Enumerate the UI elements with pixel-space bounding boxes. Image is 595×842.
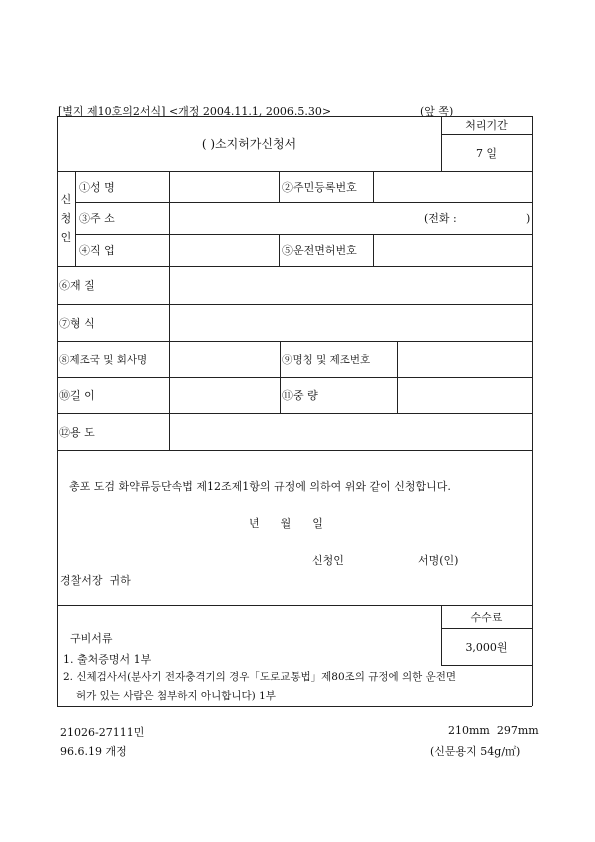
serial-field[interactable]	[400, 341, 530, 377]
maker-label: ⑧제조국 및 회사명	[59, 353, 148, 366]
form-bottom-border	[57, 706, 532, 707]
applicant-group-label: 신 청 인	[60, 193, 72, 244]
paper-size: 210mm 297mm	[448, 724, 539, 737]
phone-label: (전화 :	[424, 212, 457, 225]
required-documents-title: 구비서류	[70, 632, 113, 645]
name-field[interactable]	[172, 171, 277, 202]
occupation-field[interactable]	[172, 234, 277, 266]
maker-field[interactable]	[172, 341, 278, 377]
form-title: ( )소지허가신청서	[201, 137, 297, 151]
required-document-1: 1. 출처증명서 1부	[63, 653, 152, 666]
weight-label: ⑪중 량	[282, 389, 318, 402]
model-label: ⑦형 식	[59, 316, 95, 330]
phone-close-paren: )	[526, 211, 531, 225]
processing-period-value: 7 일	[475, 146, 498, 160]
material-label: ⑥재 질	[59, 279, 95, 292]
processing-period-label: 처리기간	[465, 119, 508, 132]
form-right-border	[532, 116, 533, 706]
page-side-label: (앞 쪽)	[420, 105, 454, 118]
signature-seal-label: 서명(인)	[418, 554, 459, 567]
resident-number-label: ②주민등록번호	[282, 180, 357, 194]
fee-value: 3,000원	[465, 640, 508, 654]
length-field[interactable]	[172, 377, 278, 413]
form-reference: [별지 제10호의2서식] <개정 2004.11.1, 2006.5.30>	[58, 105, 332, 118]
length-label: ⑩길 이	[59, 389, 95, 402]
occupation-label: ④직 업	[79, 244, 115, 257]
date-line: 년 월 일	[249, 517, 323, 530]
usage-field[interactable]	[172, 413, 530, 450]
driver-license-label: ⑤운전면허번호	[282, 244, 357, 257]
serial-label: ⑨명칭 및 제조번호	[282, 353, 371, 366]
model-field[interactable]	[172, 304, 530, 341]
required-document-2: 2. 신체검사서(분사기 전자충격기의 경우「도로교통법」제80조의 규정에 의한 운전면	[63, 671, 457, 683]
addressee: 경찰서장 귀하	[60, 574, 131, 587]
declaration-statement: 총포 도검 화약류등단속법 제12조제1항의 규정에 의하여 위와 같이 신청합니다.	[69, 480, 451, 493]
driver-license-field[interactable]	[376, 234, 530, 266]
form-code: 21026-27111민	[60, 726, 145, 739]
paper-spec: (신문용지 54g/㎡)	[430, 745, 521, 758]
resident-number-field[interactable]	[376, 171, 530, 202]
required-document-2-continued: 허가 있는 사람은 첨부하지 아니합니다) 1부	[76, 690, 276, 702]
material-field[interactable]	[172, 266, 530, 304]
usage-label: ⑫용 도	[59, 425, 95, 439]
applicant-signature-label: 신청인	[312, 554, 344, 567]
revision-date: 96.6.19 개정	[60, 745, 127, 758]
fee-label: 수수료	[470, 610, 503, 624]
address-label: ③주 소	[79, 212, 115, 225]
name-label: ①성 명	[79, 180, 115, 194]
address-field[interactable]	[172, 202, 412, 234]
weight-field[interactable]	[400, 377, 530, 413]
